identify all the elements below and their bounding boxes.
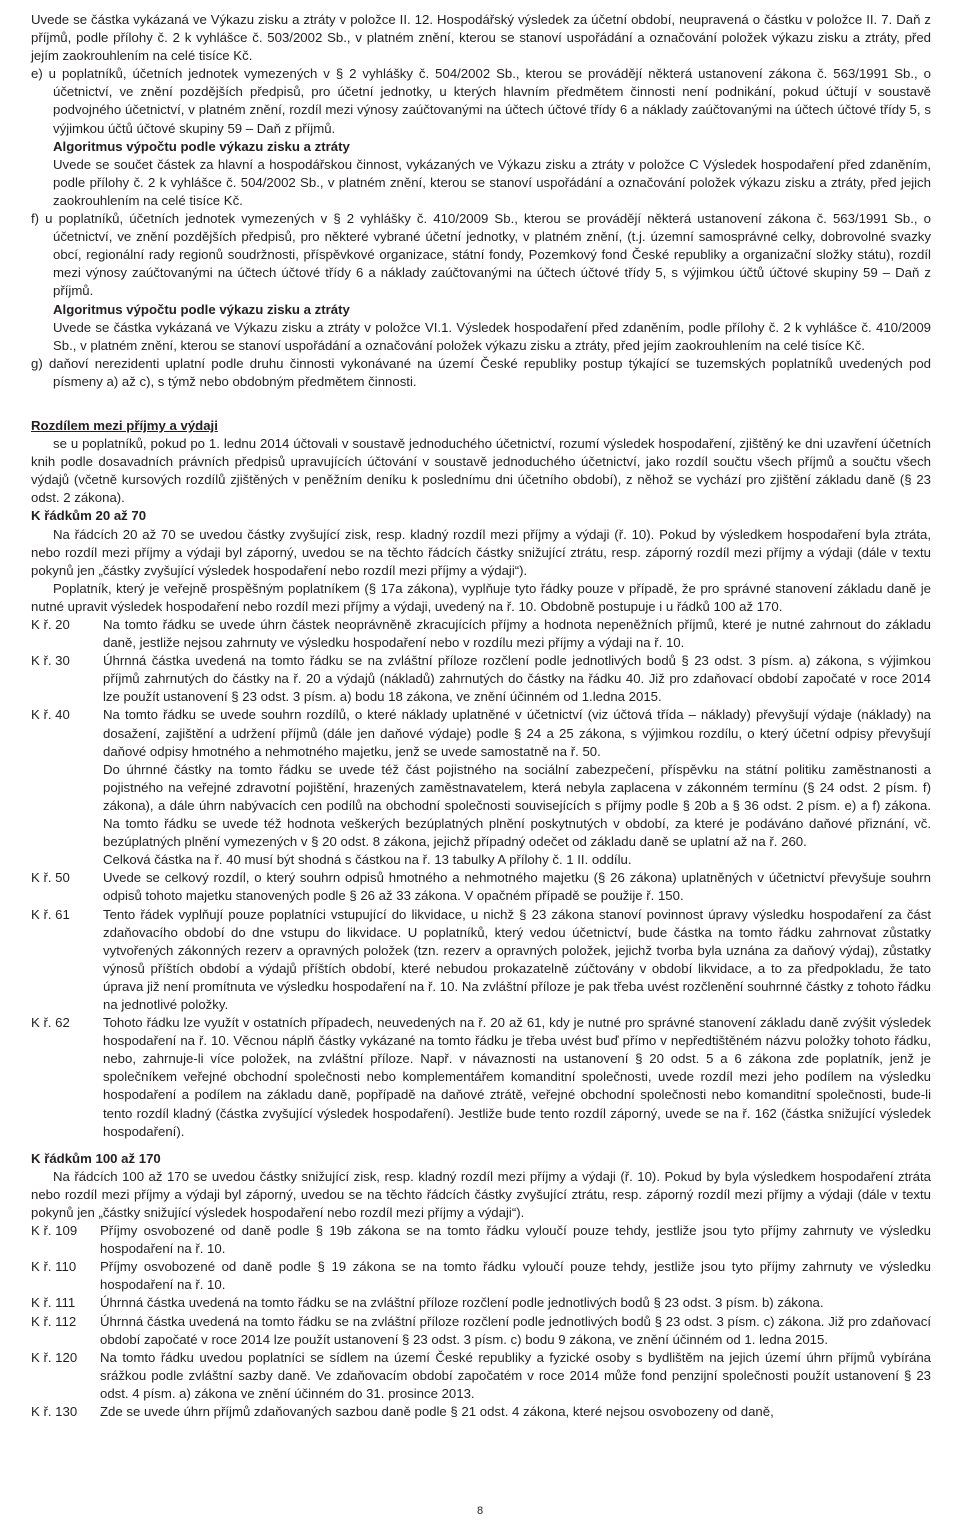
row-label: K ř. 109: [31, 1223, 78, 1239]
row-item-109: [31, 1222, 931, 1258]
row-text: Uvede se celkový rozdíl, o který souhrn odpisů hmotného a nehmotného majetku (§ 26 zákona) uplatněných v účetnictví převyšuje souhrn odpisů tohoto majetku stanovených podle § 26 až 33 zákona. V opačném případě se použije ř. 150.: [103, 870, 931, 904]
row-item-61: [31, 906, 931, 1015]
section-title-rozdil: Rozdílem mezi příjmy a výdaji: [31, 417, 218, 433]
item-e: e) u poplatníků, účetních jednotek vymezených v § 2 vyhlášky č. 504/2002 Sb., kterou se provádějí některá ustanovení zákona č. 563/1991 Sb., o účetnictví, ve znění pozdějších předpisů, pro účetní jednotky, u kterých hlavním předmětem činnosti není podnikání, pokud účtují v soustavě podvojného účetnictví, v platném znění, rozdíl mezi výnosy zaúčtovanými na účtech účtové třídy 6 a náklady zaúčtovanými na účtech účtové třídy 5, s výjimkou účtů účtové skupiny 59 – Daň z příjmů.: [31, 66, 931, 136]
row-text: Úhrnná částka uvedená na tomto řádku se na zvláštní příloze rozčlení podle jednotlivých bodů § 23 odst. 3 písm. b) zákona.: [100, 1295, 824, 1311]
row-label: K ř. 30: [31, 653, 70, 669]
row-item-30: [31, 652, 931, 706]
algorithm-heading-2: Algoritmus výpočtu podle výkazu zisku a ztráty: [53, 301, 350, 317]
row-item-112: [31, 1313, 931, 1349]
public-benefit-note: Poplatník, který je veřejně prospěšným poplatníkem (§ 17a zákona), vyplňuje tyto řádky pouze v případě, že pro správné stanovení základu daně je nutné upravit výsledek hospodaření nebo rozdíl mezi příjmy a výdaji, uvedený na ř. 10. Obdobně postupuje i u řádků 100 až 170.: [31, 580, 931, 614]
row-item-130: [31, 1403, 931, 1421]
row-text: Zde se uvede úhrn příjmů zdaňovaných sazbou daně podle § 21 odst. 4 zákona, které nejsou osvobozeny od daně,: [100, 1404, 774, 1420]
row-item-20: [31, 616, 931, 652]
intro-100-170: Na řádcích 100 až 170 se uvedou částky snižující zisk, resp. kladný rozdíl mezi příjmy a výdaji (ř. 10). Pokud by byla výsledkem hospodaření ztráta nebo rozdíl mezi příjmy a výdaji byl záporný, uvedou se na těchto řádcích částky zvyšující ztrátu, resp. záporný rozdíl mezi příjmy a výdaji (dále v textu pokynů jen „částky snižující výsledek hospodaření nebo rozdíl mezi příjmy a výdaji“).: [31, 1168, 931, 1220]
row-text: Příjmy osvobozené od daně podle § 19 zákona se na tomto řádku vyloučí pouze tehdy, jestliže jsou tyto příjmy zahrnuty ve výsledku hospodaření na ř. 10.: [100, 1259, 931, 1293]
section-heading-100-170: K řádkům 100 až 170: [31, 1150, 161, 1166]
row-label: K ř. 110: [31, 1259, 77, 1275]
row-label: K ř. 40: [31, 707, 70, 723]
row-item-50: [31, 869, 931, 905]
row-text: Tohoto řádku lze využít v ostatních případech, neuvedených na ř. 20 až 61, kdy je nutné pro správné stanovení základu daně zvýšit výsledek hospodaření na ř. 10. Věcnou náplň částky vykázané na tomto řádku je třeba uvést buď přímo v nepředtištěném názvu položky tohoto řádku, nebo, zahrnuje-li více položek, na zvláštní příloze. Např. v návaznosti na ustanovení § 20 odst. 5 a 6 zákona zde poplatník, jenž je společníkem veřejné obchodní společnosti nebo komplementářem komanditní společnosti, uvede rozdíl mezi jeho podílem na výsledku hospodaření a podílem na základu daně, popřípadě na daňové ztrátě, veřejné obchodní společnosti nebo komanditní společnosti, bude-li tento rozdíl kladný (částka zvyšující výsledek hospodaření). Jestliže bude tento rozdíl záporný, uvede se na ř. 162 (částka snižující výsledek hospodaření).: [103, 1015, 931, 1139]
row-item-62: [31, 1014, 931, 1141]
intro-paragraph: Uvede se částka vykázaná ve Výkazu zisku a ztráty v položce II. 12. Hospodářský výsledek za účetní období, neupravená o částku v položce II. 7. Daň z příjmů, podle přílohy č. 2 k vyhlášce č. 503/2002 Sb., v platném znění, kterou se stanoví uspořádání a označování položek výkazu zisku a ztráty, před jejím zaokrouhlením na celé tisíce Kč.: [31, 12, 931, 64]
row-text: Úhrnná částka uvedená na tomto řádku se na zvláštní příloze rozčlení podle jednotlivých bodů § 23 odst. 3 písm. a) zákona, s výjimkou příjmů zahrnutých do částky na ř. 20 a výdajů (nákladů) zahrnutých do částky na řádku 40. Již pro zdaňovací období započaté v roce 2014 lze použít ustanovení § 23 odst. 3 písm. a) bodu 18 zákona, ve znění účinném od 1.ledna 2015.: [103, 653, 931, 705]
row-text-extra: Do úhrnné částky na tomto řádku se uvede též část pojistného na sociální zabezpečení, příspěvku na státní politiku zaměstnanosti a pojistného na veřejné zdravotní pojištění, hrazených zaměstnavatelem, která nebyla zaplacena v zákonném termínu (§ 24 odst. 2 písm. f) zákona), a dále úhrn nabývacích cen podílů na obchodní společnosti souvisejících s příjmy podle § 20b a § 36 odst. 2 písm. e) a f) zákona. Na tomto řádku se uvede též hodnota veškerých bezúplatných plnění poskytnutých v období, za které je podáváno daňové přiznání, vč. bezúplatných plnění vymezených v § 20 odst. 8 zákona, jejichž případný odečet od základu daně se uplatní až na ř. 260.: [103, 761, 931, 850]
row-text: Úhrnná částka uvedená na tomto řádku se na zvláštní příloze rozčlení podle jednotlivých bodů § 23 odst. 3 písm. c) zákona. Již pro zdaňovací období započaté v roce 2014 lze použít ustanovení § 23 odst. 3 písm. c) bodu 9 zákona, ve znění účinném od 1. ledna 2015.: [100, 1313, 931, 1347]
row-item-110: [31, 1258, 931, 1294]
row-label: K ř. 50: [31, 870, 70, 886]
algorithm-heading-1: Algoritmus výpočtu podle výkazu zisku a ztráty: [53, 138, 350, 154]
row-text-extra-2: Celková částka na ř. 40 musí být shodná s částkou na ř. 13 tabulky A přílohy č. 1 II. oddílu.: [103, 852, 632, 868]
algorithm-text-1: Uvede se součet částek za hlavní a hospodářskou činnost, vykázaných ve Výkazu zisku a ztráty v položce C Výsledek hospodaření před zdaněním, podle přílohy č. 2 k vyhlášce č. 504/2002 Sb., v platném znění, kterou se stanoví uspořádání a označování položek výkazu zisku a ztráty, před jejich zaokrouhlením na celé tisíce Kč.: [53, 156, 931, 208]
row-label: K ř. 62: [31, 1015, 70, 1031]
row-label: K ř. 120: [31, 1349, 78, 1365]
row-text: Na tomto řádku se uvede souhrn rozdílů, o které náklady uplatněné v účetnictví (viz účtová třída – náklady) převyšují výdaje (náklady) na dosažení, zajištění a udržení příjmů (dále jen daňové výdaje) podle § 24 a 25 zákona, s výjimkou rozdílu, o který účetní odpisy převyšují daňové odpisy hmotného a nehmotného majetku, jenž se uvede samostatně na ř. 50.: [103, 707, 931, 759]
section-heading-20-70: K řádkům 20 až 70: [31, 508, 147, 524]
row-text: Příjmy osvobozené od daně podle § 19b zákona se na tomto řádku vyloučí pouze tehdy, jestliže jsou tyto příjmy zahrnuty ve výsledku hospodaření na ř. 10.: [100, 1223, 931, 1257]
intro-20-70: Na řádcích 20 až 70 se uvedou částky zvyšující zisk, resp. kladný rozdíl mezi příjmy a výdaji (ř. 10). Pokud by výsledkem hospodaření byla ztráta, nebo rozdíl mezi příjmy a výdaji byl záporný, uvedou se na těchto řádcích částky snižující ztrátu, resp. záporný rozdíl mezi příjmy a výdaji (dále v textu pokynů jen „částky zvyšující výsledek hospodaření nebo rozdíl mezi příjmy a výdaji“).: [31, 526, 931, 578]
page-number: 8: [476, 1505, 484, 1517]
algorithm-text-2: Uvede se částka vykázaná ve Výkazu zisku a ztráty v položce VI.1. Výsledek hospodaření před zdaněním, podle přílohy č. 2 k vyhlášce č. 410/2009 Sb., v platném znění, kterou se stanoví uspořádání a označování položek výkazu zisku a ztráty, před jejím zaokrouhlením na celé tisíce Kč.: [53, 319, 931, 353]
row-item-120: [31, 1349, 931, 1403]
item-f: f) u poplatníků, účetních jednotek vymezených v § 2 vyhlášky č. 410/2009 Sb., kterou se provádějí některá ustanovení zákona č. 563/1991 Sb., o účetnictví, ve znění pozdějších předpisů, pro některé vybrané účetní jednotky, v platném znění, (t.j. územní samosprávné celky, dobrovolné svazky obcí, regionální rady regionů soudržnosti, příspěvkové organizace, státní fondy, Pozemkový fond České republiky a organizační složky státu), rozdíl mezi výnosy zaúčtovanými na účtech účtové třídy 6 a náklady zaúčtovanými na účtech účtové třídy 5, s výjimkou účtů účtové skupiny 59 – Daň z příjmů.: [31, 211, 931, 299]
row-label: K ř. 111: [31, 1295, 76, 1311]
row-text: Na tomto řádku uvedou poplatníci se sídlem na území České republiky a fyzické osoby s bydlištěm na jejich území úhrn příjmů vybírána srážkou podle zvláštní sazby daně. Ve zdaňovacím období započatém v roce 2014 může fond penzijní společnosti použít ustanovení § 23 odst. 4 písm. a) zákona ve znění účinném do 31. prosince 2013.: [100, 1349, 931, 1401]
rozdil-text: se u poplatníků, pokud po 1. lednu 2014 účtovali v soustavě jednoduchého účetnictví, rozumí výsledek hospodaření, zjištěný ke dni uzavření účetních knih podle dosavadních právních předpisů upravujících účtování v soustavě jednoduchého účetnictví, jako rozdíl součtu všech příjmů a součtu všech výdajů (včetně kursových rozdílů zjištěných v peněžním deníku k poslednímu dni účetního období), z něhož se vychází pro zjištění základu daně (§ 23 odst. 2 zákona).: [31, 436, 931, 506]
item-g: g) daňoví nerezidenti uplatní podle druhu činnosti vykonávané na území České republiky postup týkající se tuzemských poplatníků uvedených pod písmeny a) až c), s týmž nebo obdobným předmětem činnosti.: [31, 355, 931, 389]
document-page: [31, 11, 931, 1421]
row-label: K ř. 112: [31, 1313, 77, 1329]
row-label: K ř. 130: [31, 1404, 78, 1420]
row-text: Tento řádek vyplňují pouze poplatníci vstupující do likvidace, u nichž § 23 zákona stanoví povinnost úpravy výsledku hospodaření za část zdaňovacího období do dne vstupu do likvidace. U poplatníků, který vedou účetnictví, bude částka na tomto řádku zahrnovat zůstatky vytvořených zákonných rezerv a opravných položek (tzn. rezerv a opravných položek, jejichž tvorba byla uznána za daňový výdaj), zůstatky výnosů příštích období a výdajů příštích období, které nebudou prokazatelně zúčtovány v období likvidace, a to za předpokladu, že tato úprava již není promítnuta ve výsledku hospodaření na ř. 10. Na zvláštní příloze je pak třeba uvést rozčlenění souhrnné částky z tohoto řádku na jednotlivé položky.: [103, 906, 931, 1012]
row-item-111: [31, 1294, 931, 1312]
row-item-40: [31, 706, 931, 869]
row-text: Na tomto řádku se uvede úhrn částek neoprávněně zkracujících příjmy a hodnota nepeněžních příjmů, které je nutné zahrnout do základu daně, jestliže nejsou zahrnuty ve výsledku hospodaření nebo v rozdílu mezi příjmy a výdaji na ř. 10.: [103, 617, 931, 651]
row-label: K ř. 61: [31, 906, 70, 922]
row-label: K ř. 20: [31, 617, 70, 632]
